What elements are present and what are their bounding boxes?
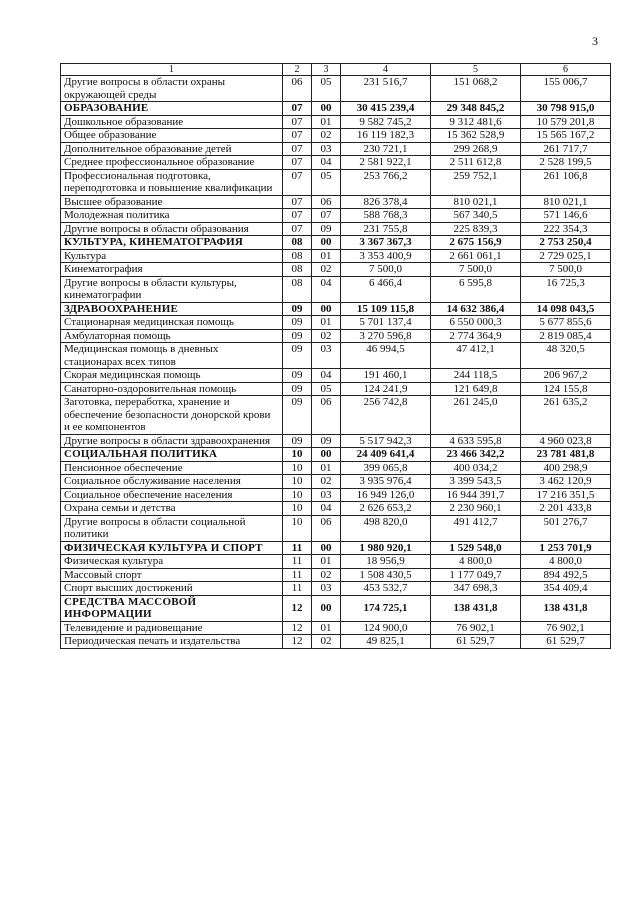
row-value-col6: 16 725,3: [521, 276, 611, 302]
row-name: Заготовка, переработка, хранение и обеспечение безопасности донорской крови и ее компонентов: [61, 396, 283, 435]
table-row: [61, 276, 611, 302]
table-row: [61, 263, 611, 277]
row-value-col5: 225 839,3: [431, 222, 521, 236]
row-name: Периодическая печать и издательства: [61, 635, 283, 649]
row-section-code: 06: [283, 76, 312, 102]
row-section-code: 08: [283, 236, 312, 250]
row-value-col5: 61 529,7: [431, 635, 521, 649]
row-value-col5: 400 034,2: [431, 461, 521, 475]
row-subsection-code: 02: [312, 475, 341, 489]
row-value-col6: 222 354,3: [521, 222, 611, 236]
row-value-col6: 261 106,8: [521, 169, 611, 195]
row-value-col4: 3 935 976,4: [341, 475, 431, 489]
table-row: [61, 396, 611, 435]
row-section-code: 11: [283, 568, 312, 582]
row-section-code: 07: [283, 129, 312, 143]
row-subsection-code: 00: [312, 102, 341, 116]
row-subsection-code: 03: [312, 488, 341, 502]
row-name: Скорая медицинская помощь: [61, 369, 283, 383]
row-section-code: 08: [283, 263, 312, 277]
row-value-col5: 121 649,8: [431, 382, 521, 396]
section-row: [61, 102, 611, 116]
row-value-col4: 826 378,4: [341, 195, 431, 209]
row-value-col5: 151 068,2: [431, 76, 521, 102]
table-row: [61, 209, 611, 223]
row-subsection-code: 02: [312, 568, 341, 582]
table-row: [61, 475, 611, 489]
row-section-code: 12: [283, 595, 312, 621]
row-value-col6: 206 967,2: [521, 369, 611, 383]
row-value-col6: 61 529,7: [521, 635, 611, 649]
header-cell-2: 2: [283, 64, 312, 76]
row-subsection-code: 04: [312, 156, 341, 170]
row-value-col6: 261 717,7: [521, 142, 611, 156]
row-value-col6: 4 960 023,8: [521, 434, 611, 448]
row-subsection-code: 03: [312, 582, 341, 596]
row-value-col4: 231 516,7: [341, 76, 431, 102]
row-value-col6: 23 781 481,8: [521, 448, 611, 462]
row-value-col5: 6 595,8: [431, 276, 521, 302]
row-value-col5: 29 348 845,2: [431, 102, 521, 116]
row-value-col5: 3 399 543,5: [431, 475, 521, 489]
row-name: Дополнительное образование детей: [61, 142, 283, 156]
row-value-col5: 244 118,5: [431, 369, 521, 383]
row-section-code: 09: [283, 302, 312, 316]
row-section-code: 09: [283, 369, 312, 383]
row-value-col6: 10 579 201,8: [521, 115, 611, 129]
row-value-col4: 256 742,8: [341, 396, 431, 435]
row-value-col5: 347 698,3: [431, 582, 521, 596]
row-value-col4: 1 980 920,1: [341, 541, 431, 555]
row-value-col4: 5 701 137,4: [341, 316, 431, 330]
table-row: [61, 343, 611, 369]
row-subsection-code: 07: [312, 209, 341, 223]
row-section-code: 10: [283, 475, 312, 489]
row-section-code: 07: [283, 115, 312, 129]
table-row: [61, 369, 611, 383]
row-name: СРЕДСТВА МАССОВОЙ ИНФОРМАЦИИ: [61, 595, 283, 621]
row-name: Санаторно-оздоровительная помощь: [61, 382, 283, 396]
row-value-col4: 49 825,1: [341, 635, 431, 649]
row-name: Кинематография: [61, 263, 283, 277]
row-value-col4: 453 532,7: [341, 582, 431, 596]
row-name: ФИЗИЧЕСКАЯ КУЛЬТУРА И СПОРТ: [61, 541, 283, 555]
row-value-col4: 253 766,2: [341, 169, 431, 195]
row-section-code: 08: [283, 276, 312, 302]
row-section-code: 10: [283, 502, 312, 516]
row-section-code: 09: [283, 434, 312, 448]
row-value-col5: 810 021,1: [431, 195, 521, 209]
row-value-col6: 501 276,7: [521, 515, 611, 541]
table-row: [61, 488, 611, 502]
row-subsection-code: 03: [312, 142, 341, 156]
row-subsection-code: 01: [312, 621, 341, 635]
row-section-code: 09: [283, 329, 312, 343]
table-row: [61, 461, 611, 475]
row-value-col4: 124 900,0: [341, 621, 431, 635]
row-subsection-code: 01: [312, 249, 341, 263]
table-row: [61, 316, 611, 330]
row-value-col6: 7 500,0: [521, 263, 611, 277]
row-name: Дошкольное образование: [61, 115, 283, 129]
row-subsection-code: 00: [312, 595, 341, 621]
row-value-col6: 2 819 085,4: [521, 329, 611, 343]
row-value-col6: 30 798 915,0: [521, 102, 611, 116]
row-name: Другие вопросы в области социальной политики: [61, 515, 283, 541]
table-row: [61, 555, 611, 569]
row-value-col5: 16 944 391,7: [431, 488, 521, 502]
row-value-col5: 2 661 061,1: [431, 249, 521, 263]
row-value-col4: 3 270 596,8: [341, 329, 431, 343]
row-section-code: 09: [283, 343, 312, 369]
row-section-code: 10: [283, 461, 312, 475]
section-row: [61, 302, 611, 316]
table-row: [61, 222, 611, 236]
table-row: [61, 635, 611, 649]
row-value-col6: 48 320,5: [521, 343, 611, 369]
row-value-col4: 399 065,8: [341, 461, 431, 475]
row-section-code: 11: [283, 555, 312, 569]
row-value-col4: 6 466,4: [341, 276, 431, 302]
row-value-col5: 2 511 612,8: [431, 156, 521, 170]
row-subsection-code: 05: [312, 76, 341, 102]
row-value-col4: 124 241,9: [341, 382, 431, 396]
row-value-col5: 76 902,1: [431, 621, 521, 635]
row-value-col4: 18 956,9: [341, 555, 431, 569]
row-name: Телевидение и радиовещание: [61, 621, 283, 635]
row-subsection-code: 01: [312, 316, 341, 330]
row-value-col5: 2 230 960,1: [431, 502, 521, 516]
row-value-col4: 231 755,8: [341, 222, 431, 236]
row-value-col5: 2 675 156,9: [431, 236, 521, 250]
table-header-row: [61, 64, 611, 76]
row-value-col4: 16 119 182,3: [341, 129, 431, 143]
row-value-col5: 14 632 386,4: [431, 302, 521, 316]
row-value-col5: 1 529 548,0: [431, 541, 521, 555]
row-subsection-code: 02: [312, 635, 341, 649]
row-value-col4: 46 994,5: [341, 343, 431, 369]
budget-table: [60, 63, 611, 649]
row-value-col4: 2 581 922,1: [341, 156, 431, 170]
row-name: ЗДРАВООХРАНЕНИЕ: [61, 302, 283, 316]
row-value-col6: 124 155,8: [521, 382, 611, 396]
row-subsection-code: 04: [312, 276, 341, 302]
table-row: [61, 169, 611, 195]
row-name: Профессиональная подготовка, переподготовка и повышение квалификации: [61, 169, 283, 195]
row-value-col4: 7 500,0: [341, 263, 431, 277]
row-name: СОЦИАЛЬНАЯ ПОЛИТИКА: [61, 448, 283, 462]
row-value-col5: 7 500,0: [431, 263, 521, 277]
row-name: Общее образование: [61, 129, 283, 143]
table-row: [61, 115, 611, 129]
row-name: Амбулаторная помощь: [61, 329, 283, 343]
row-name: Охрана семьи и детства: [61, 502, 283, 516]
row-subsection-code: 06: [312, 396, 341, 435]
row-subsection-code: 02: [312, 329, 341, 343]
row-value-col4: 24 409 641,4: [341, 448, 431, 462]
row-value-col5: 261 245,0: [431, 396, 521, 435]
row-value-col4: 30 415 239,4: [341, 102, 431, 116]
row-value-col6: 4 800,0: [521, 555, 611, 569]
row-subsection-code: 01: [312, 461, 341, 475]
row-value-col5: 567 340,5: [431, 209, 521, 223]
row-value-col4: 230 721,1: [341, 142, 431, 156]
row-value-col5: 47 412,1: [431, 343, 521, 369]
row-value-col6: 76 902,1: [521, 621, 611, 635]
row-value-col4: 5 517 942,3: [341, 434, 431, 448]
row-value-col6: 138 431,8: [521, 595, 611, 621]
row-subsection-code: 02: [312, 263, 341, 277]
row-section-code: 09: [283, 316, 312, 330]
row-subsection-code: 06: [312, 195, 341, 209]
row-value-col6: 1 253 701,9: [521, 541, 611, 555]
row-section-code: 10: [283, 488, 312, 502]
page-number: 3: [592, 34, 598, 48]
row-section-code: 12: [283, 621, 312, 635]
row-value-col5: 4 800,0: [431, 555, 521, 569]
row-value-col5: 491 412,7: [431, 515, 521, 541]
row-subsection-code: 00: [312, 448, 341, 462]
row-value-col6: 400 298,9: [521, 461, 611, 475]
row-subsection-code: 00: [312, 236, 341, 250]
table-row: [61, 76, 611, 102]
row-value-col6: 14 098 043,5: [521, 302, 611, 316]
budget-table-body: [61, 64, 611, 649]
row-value-col4: 3 367 367,3: [341, 236, 431, 250]
row-subsection-code: 05: [312, 169, 341, 195]
row-value-col4: 2 626 653,2: [341, 502, 431, 516]
header-cell-1: 1: [61, 64, 283, 76]
row-section-code: 07: [283, 209, 312, 223]
row-name: Медицинская помощь в дневных стационарах всех типов: [61, 343, 283, 369]
row-section-code: 08: [283, 249, 312, 263]
row-section-code: 07: [283, 195, 312, 209]
row-value-col4: 1 508 430,5: [341, 568, 431, 582]
row-value-col4: 3 353 400,9: [341, 249, 431, 263]
row-value-col4: 191 460,1: [341, 369, 431, 383]
table-row: [61, 195, 611, 209]
row-name: Спорт высших достижений: [61, 582, 283, 596]
row-value-col4: 16 949 126,0: [341, 488, 431, 502]
row-name: ОБРАЗОВАНИЕ: [61, 102, 283, 116]
row-name: Другие вопросы в области охраны окружающей среды: [61, 76, 283, 102]
row-value-col6: 571 146,6: [521, 209, 611, 223]
row-value-col6: 155 006,7: [521, 76, 611, 102]
row-value-col6: 17 216 351,5: [521, 488, 611, 502]
row-value-col5: 4 633 595,8: [431, 434, 521, 448]
row-value-col6: 894 492,5: [521, 568, 611, 582]
row-name: Другие вопросы в области здравоохранения: [61, 434, 283, 448]
row-subsection-code: 00: [312, 541, 341, 555]
row-value-col4: 498 820,0: [341, 515, 431, 541]
row-section-code: 12: [283, 635, 312, 649]
row-value-col6: 3 462 120,9: [521, 475, 611, 489]
row-value-col5: 15 362 528,9: [431, 129, 521, 143]
row-subsection-code: 01: [312, 555, 341, 569]
table-row: [61, 129, 611, 143]
row-name: Физическая культура: [61, 555, 283, 569]
row-value-col6: 354 409,4: [521, 582, 611, 596]
row-value-col5: 6 550 000,3: [431, 316, 521, 330]
row-subsection-code: 00: [312, 302, 341, 316]
row-section-code: 10: [283, 448, 312, 462]
header-cell-6: 6: [521, 64, 611, 76]
row-name: Пенсионное обеспечение: [61, 461, 283, 475]
row-section-code: 11: [283, 541, 312, 555]
row-subsection-code: 03: [312, 343, 341, 369]
row-subsection-code: 04: [312, 502, 341, 516]
row-subsection-code: 05: [312, 382, 341, 396]
table-row: [61, 582, 611, 596]
header-cell-4: 4: [341, 64, 431, 76]
row-subsection-code: 09: [312, 434, 341, 448]
header-cell-5: 5: [431, 64, 521, 76]
row-value-col5: 1 177 049,7: [431, 568, 521, 582]
row-value-col5: 259 752,1: [431, 169, 521, 195]
section-row: [61, 236, 611, 250]
row-value-col6: 261 635,2: [521, 396, 611, 435]
row-subsection-code: 09: [312, 222, 341, 236]
table-row: [61, 249, 611, 263]
table-row: [61, 156, 611, 170]
row-subsection-code: 01: [312, 115, 341, 129]
table-row: [61, 329, 611, 343]
row-name: Другие вопросы в области образования: [61, 222, 283, 236]
row-name: Молодежная политика: [61, 209, 283, 223]
row-value-col6: 2 528 199,5: [521, 156, 611, 170]
row-subsection-code: 04: [312, 369, 341, 383]
row-value-col4: 588 768,3: [341, 209, 431, 223]
table-row: [61, 568, 611, 582]
table-row: [61, 515, 611, 541]
table-row: [61, 382, 611, 396]
row-value-col6: 2 729 025,1: [521, 249, 611, 263]
row-section-code: 09: [283, 396, 312, 435]
row-value-col6: 2 201 433,8: [521, 502, 611, 516]
row-section-code: 07: [283, 222, 312, 236]
row-subsection-code: 06: [312, 515, 341, 541]
row-value-col5: 138 431,8: [431, 595, 521, 621]
row-value-col4: 15 109 115,8: [341, 302, 431, 316]
table-row: [61, 142, 611, 156]
row-value-col5: 299 268,9: [431, 142, 521, 156]
row-section-code: 09: [283, 382, 312, 396]
row-name: Стационарная медицинская помощь: [61, 316, 283, 330]
row-name: Массовый спорт: [61, 568, 283, 582]
row-value-col6: 5 677 855,6: [521, 316, 611, 330]
row-section-code: 11: [283, 582, 312, 596]
row-subsection-code: 02: [312, 129, 341, 143]
row-value-col6: 2 753 250,4: [521, 236, 611, 250]
row-name: Высшее образование: [61, 195, 283, 209]
row-value-col4: 9 582 745,2: [341, 115, 431, 129]
section-row: [61, 541, 611, 555]
row-value-col5: 2 774 364,9: [431, 329, 521, 343]
section-row: [61, 448, 611, 462]
row-value-col6: 810 021,1: [521, 195, 611, 209]
row-value-col5: 23 466 342,2: [431, 448, 521, 462]
section-row: [61, 595, 611, 621]
row-section-code: 07: [283, 156, 312, 170]
table-row: [61, 621, 611, 635]
row-name: Среднее профессиональное образование: [61, 156, 283, 170]
row-section-code: 07: [283, 169, 312, 195]
row-name: Другие вопросы в области культуры, кинематографии: [61, 276, 283, 302]
header-cell-3: 3: [312, 64, 341, 76]
table-row: [61, 434, 611, 448]
row-section-code: 07: [283, 102, 312, 116]
row-section-code: 07: [283, 142, 312, 156]
row-name: Социальное обслуживание населения: [61, 475, 283, 489]
row-section-code: 10: [283, 515, 312, 541]
row-value-col5: 9 312 481,6: [431, 115, 521, 129]
row-value-col6: 15 565 167,2: [521, 129, 611, 143]
row-name: КУЛЬТУРА, КИНЕМАТОГРАФИЯ: [61, 236, 283, 250]
table-row: [61, 502, 611, 516]
row-name: Культура: [61, 249, 283, 263]
row-value-col4: 174 725,1: [341, 595, 431, 621]
row-name: Социальное обеспечение населения: [61, 488, 283, 502]
